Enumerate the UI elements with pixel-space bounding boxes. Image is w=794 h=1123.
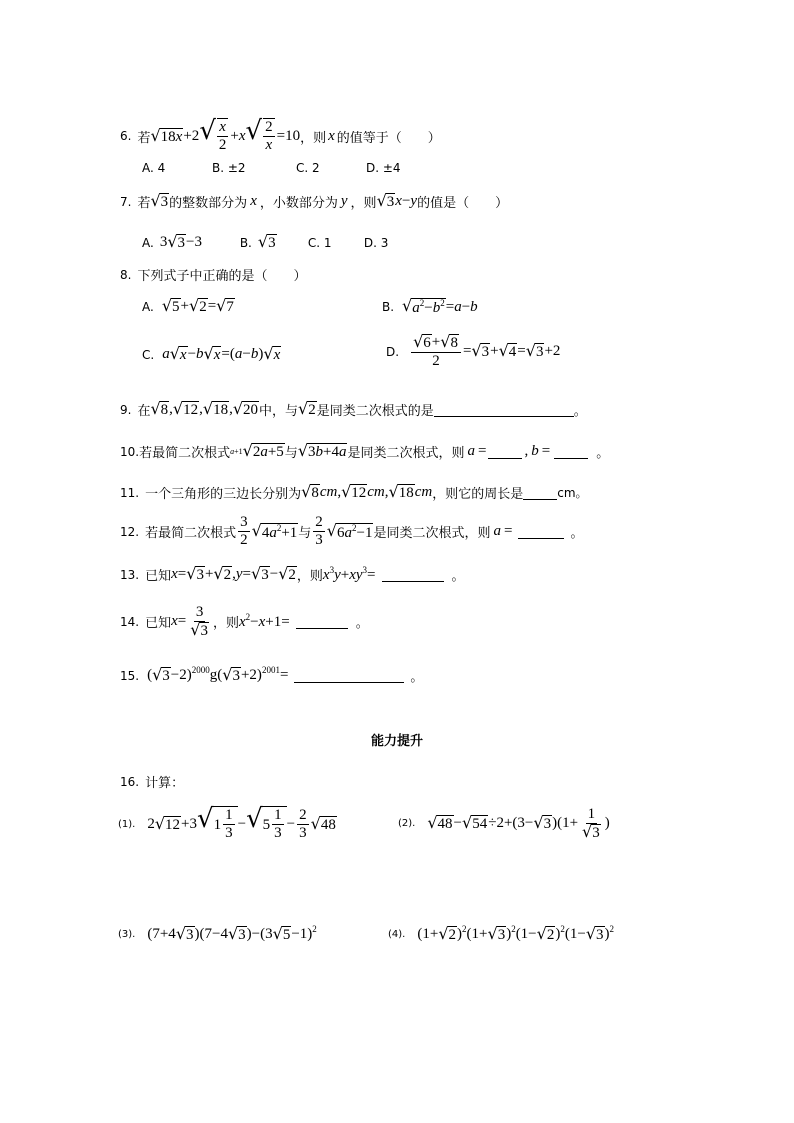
- question-16-part-2: (2). √ 48 − √ 54 ÷2+(3− √ 3 )(1+ 1 √ 3 ): [398, 806, 610, 842]
- question-15: 15. ( √ 3 −2) $^{2000}$ g( √ 3 +2) $^{2001}$ = 。: [120, 664, 424, 685]
- question-16-part-3: (3). (7+4 √ 3 )(7−4 √ 3 )−(3 √ 5 −1) $^2$: [118, 923, 317, 943]
- question-11: 11. 一个三角形的三边长分别为 √ 8 cm , √ 12 cm , √ 18 cm ，则它的周长是 cm。: [120, 481, 588, 502]
- question-8-option-a: A. √ 5 + √ 2 = √ 7: [142, 296, 234, 315]
- question-9: 9. 在 √ 8 , √ 12 , √ 18 , √ 20 中，与 √ 2 是同类二次根式的是 。: [120, 398, 587, 419]
- question-7: 7. 若 √ 3 的整数部分为 x ，小数部分为 y ，则 √ 3 x − y 的值是（ ）: [120, 190, 509, 211]
- question-16-part-1: (1). 2 √ 12 +3 √ 1 $\frac{1}{3}$ − √ 5 $\frac{1}{3}$ − $\frac{2}{3}$ √ 48: [118, 804, 336, 842]
- question-8-option-b: B. √ $a^2-b^2$ = a − b: [382, 296, 478, 316]
- question-8: 8. 下列式子中正确的是（ ）: [120, 267, 307, 284]
- question-12: 12. 若最简二次根式 $\frac{3}{2}$ √ $4a^2+1$ 与 $\frac{2}{3}$ √ $6a^2-1$ 是同类二次根式，则 a = 。: [120, 514, 584, 549]
- question-8-option-d: D. √ 6 + √ 8 2 = √ 3 + √ 4 = √ 3 +2: [386, 332, 561, 369]
- question-text: 若: [137, 130, 151, 146]
- option-b: B. ±2: [212, 161, 246, 175]
- question-6: 6. 若 √ 18x +2 √ $\frac{x}{2}$ + x √ $\frac{2}{x}$ =10 ，则 x 的值等于（ ）: [120, 116, 441, 154]
- option-c: C. 2: [296, 161, 320, 175]
- section-title: 能力提升: [370, 734, 423, 749]
- question-10: 10. 若最简二次根式 a+1 √ 2a+5 与 √ 3b+4a 是同类二次根式，则 a = , b = 。: [120, 440, 610, 461]
- question-16-part-4: (4). (1+ √ 2 ) $^2$ (1+ √ 3 ) $^2$ (1− √ 2 ) $^2$ (1− √ 3 ) $^2$: [388, 923, 615, 943]
- option-d: D. ±4: [366, 161, 401, 175]
- question-16: 16. 计算：: [120, 774, 185, 791]
- math-expression: √ 18x +2 √ $\frac{x}{2}$ + x √ $\frac{2}{x}$ =10: [150, 116, 301, 154]
- question-6-options: [142, 161, 401, 175]
- question-13: 13. 已知 x = √ 3 + √ 2 , y = √ 3 − √ 2 ，则 $x^3y+xy^3=$ 。: [120, 563, 465, 584]
- option-a: A. 4: [142, 161, 166, 175]
- question-8-option-c: C. a √ x − b √ x =( a − b ) √ x: [142, 344, 281, 363]
- question-14: 14. 已知 x = 3 √ 3 ，则 $x^2-x+1=$ 。: [120, 604, 369, 640]
- answer-blank[interactable]: [434, 402, 574, 417]
- question-number: 6.: [120, 129, 132, 144]
- question-7-options: A. 3 √ 3 −3 B. √ 3 C. 1 D. 3: [142, 232, 389, 251]
